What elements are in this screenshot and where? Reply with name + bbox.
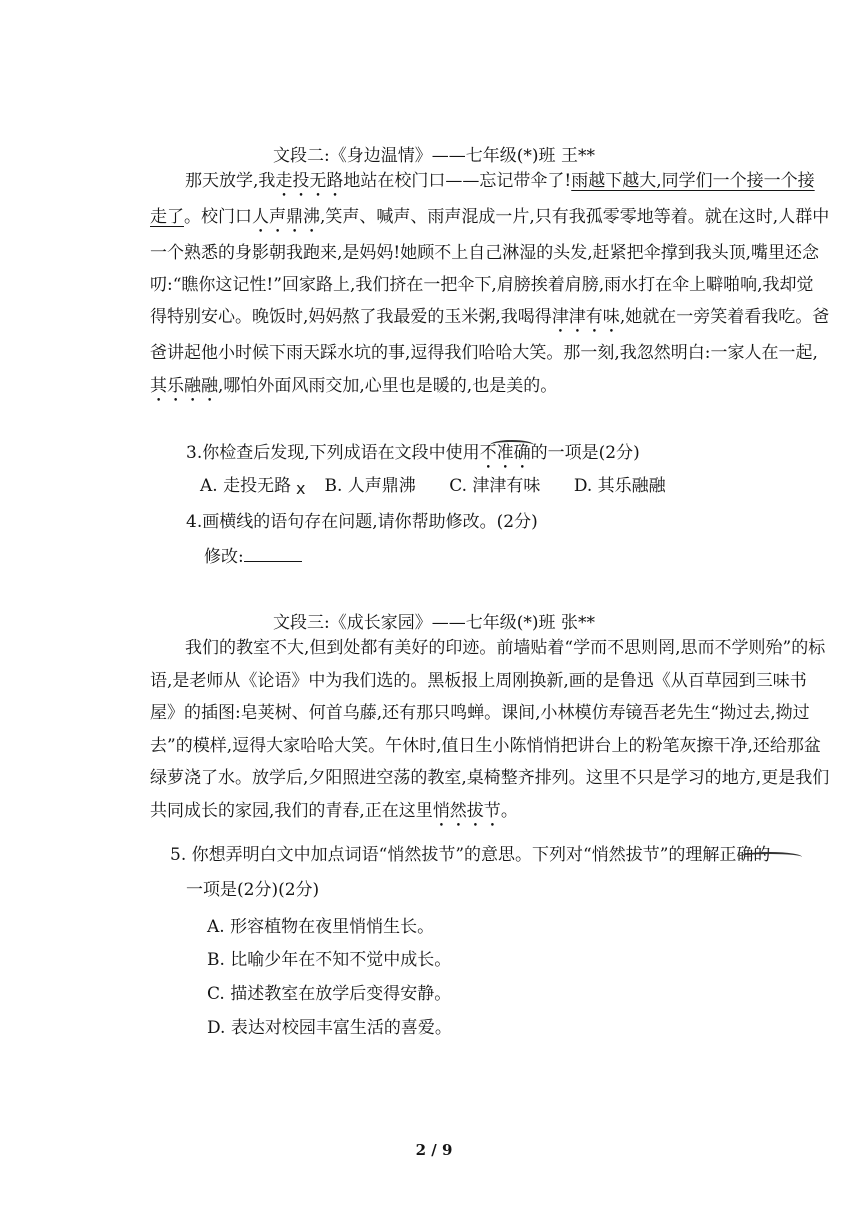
question-4: 4.画横线的语句存在问题,请你帮助修改。(2分): [186, 512, 538, 532]
section2-paragraph: 那天放学,我走投无路地站在校门口——忘记带伞了!雨越下越大,同学们一个接一个接走了。校门口人声鼎沸,笑声、喊声、雨声混成一片,只有我孤零零地等着。就在这时,人群中一个熟悉的身影朝我跑来,是妈妈!她顾不上自己淋湿的头发,赶紧把伞撑到我头顶,嘴里还念叨:“瞧你这记性!”回家路上,我们挤在一把伞下,肩膀挨着肩膀,雨水打在伞上噼啪响,我却觉得特别安心。晚饭时,妈妈熬了我最爱的玉米粥,我喝得津津有味,她就在一旁笑着看我吃。爸爸讲起他小时候下雨天踩水坑的事,逗得我们哈哈大笑。那一刻,我忽然明白:一家人在一起,其乐融融,哪怕外面风雨交加,心里也是暖的,也是美的。: [150, 171, 830, 396]
option-b: B. 人声鼎沸: [324, 476, 416, 496]
option-c: C. 津津有味: [449, 476, 541, 496]
underlined-sentence: 雨越下越大,同学们一个接一个接走了: [150, 171, 815, 227]
phrase-qiaoran-bajie: 悄然拔节: [432, 800, 501, 821]
q5-option-a: A. 形容植物在夜里悄悄生长。: [207, 917, 435, 937]
page-number: 2 / 9: [415, 1141, 453, 1159]
handwritten-scribble: [490, 440, 534, 450]
handwritten-underline: [738, 852, 802, 862]
idiom-2: 人声鼎沸: [252, 207, 320, 227]
answer-blank: [244, 547, 302, 562]
section3-paragraph: 我们的教室不大,但到处都有美好的印迹。前墙贴着“学而不思则罔,思而不学则殆”的标语,是老师从《论语》中为我们选的。黑板报上周刚换新,画的是鲁迅《从百草园到三味书屋》的插图:皂荚树、何首乌藤,还有那只鸣蝉。课间,小林模仿寿镜吾老先生“拗过去,拗过去”的模样,逗得大家哈哈大笑。午休时,值日生小陈悄悄把讲台上的粉笔灰擦干净,还给那盆绿萝浇了水。放学后,夕阳照进空荡的教室,桌椅整齐排列。这里不只是学习的地方,更是我们共同成长的家园,我们的青春,正在这里悄然拔节。: [150, 638, 830, 821]
question-3: 3.你检查后发现,下列成语在文段中使用不准确的一项是(2分): [186, 443, 640, 463]
idiom-3: 津津有味: [551, 307, 620, 328]
idiom-4: 其乐融融: [150, 375, 218, 396]
answer-line: 修改:: [204, 542, 302, 567]
q5-option-d: D. 表达对校园丰富生活的喜爱。: [207, 1018, 452, 1038]
question-5: 5. 你想弄明白文中加点词语“悄然拔节”的意思。下列对“悄然拔节”的理解正确的: [170, 845, 771, 865]
option-a: A. 走投无路: [200, 476, 292, 496]
q5-option-c: C. 描述教室在放学后变得安静。: [207, 984, 452, 1004]
emphasis-inaccurate: 不准确: [479, 443, 531, 463]
section2-heading: 文段二:《身边温情》——七年级(*)班 王**: [273, 146, 595, 166]
handwritten-check-mark: x: [296, 479, 306, 498]
q5-option-b: B. 比喻少年在不知不觉中成长。: [207, 950, 452, 970]
question-5-line2: 一项是(2分)(2分): [186, 880, 320, 900]
question-3-options: [200, 471, 694, 496]
idiom-1: 走投无路: [275, 171, 344, 191]
section3-heading: 文段三:《成长家园》——七年级(*)班 张**: [273, 613, 595, 633]
option-d: D. 其乐融融: [573, 476, 666, 496]
